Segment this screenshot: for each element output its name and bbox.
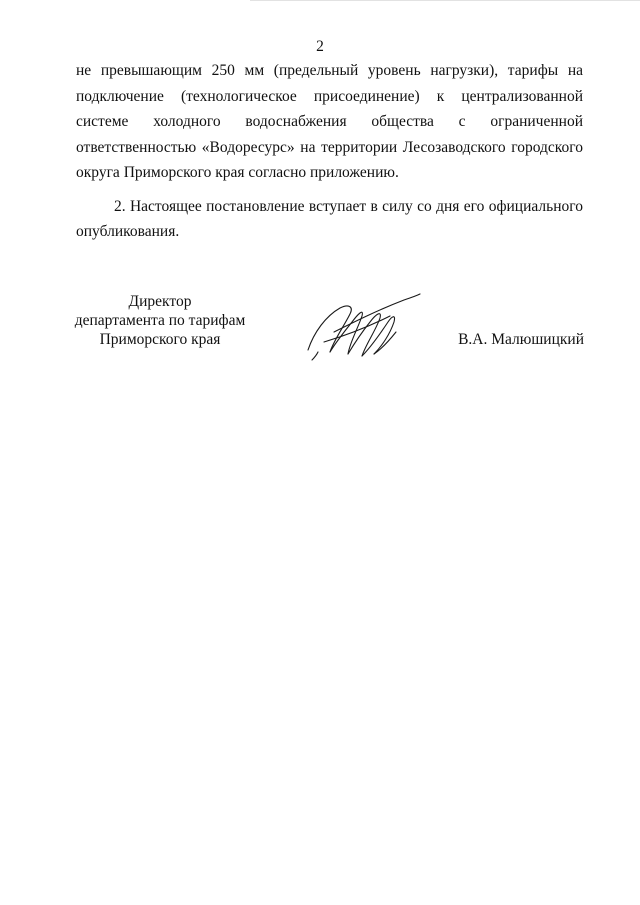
signatory-title-line: Приморского края [99,331,221,348]
signatory-title [60,292,260,349]
handwritten-signature-icon [304,292,422,364]
page-number: 2 [316,38,324,55]
signatory-title-line: департамента по тарифам [74,312,246,329]
scan-edge [250,0,640,1]
paragraph-tariffs: не превышающим 250 мм (предельный уровень нагрузки), тарифы на подключение (технологическое присоединение) к централизованной системе холодного водоснабжения общества с ограниченной ответственностью «Водоресурс» на территории Лесозаводского городского округа Приморского края согласно приложению. [76,62,583,181]
paragraph-effective-date: 2. Настоящее постановление вступает в силу со дня его официального опубликования. [76,197,583,240]
document-body [76,58,583,245]
signature-block [60,292,590,372]
signatory-name: В.А. Малюшицкий [458,331,584,348]
signatory-title-line: Директор [128,293,192,310]
